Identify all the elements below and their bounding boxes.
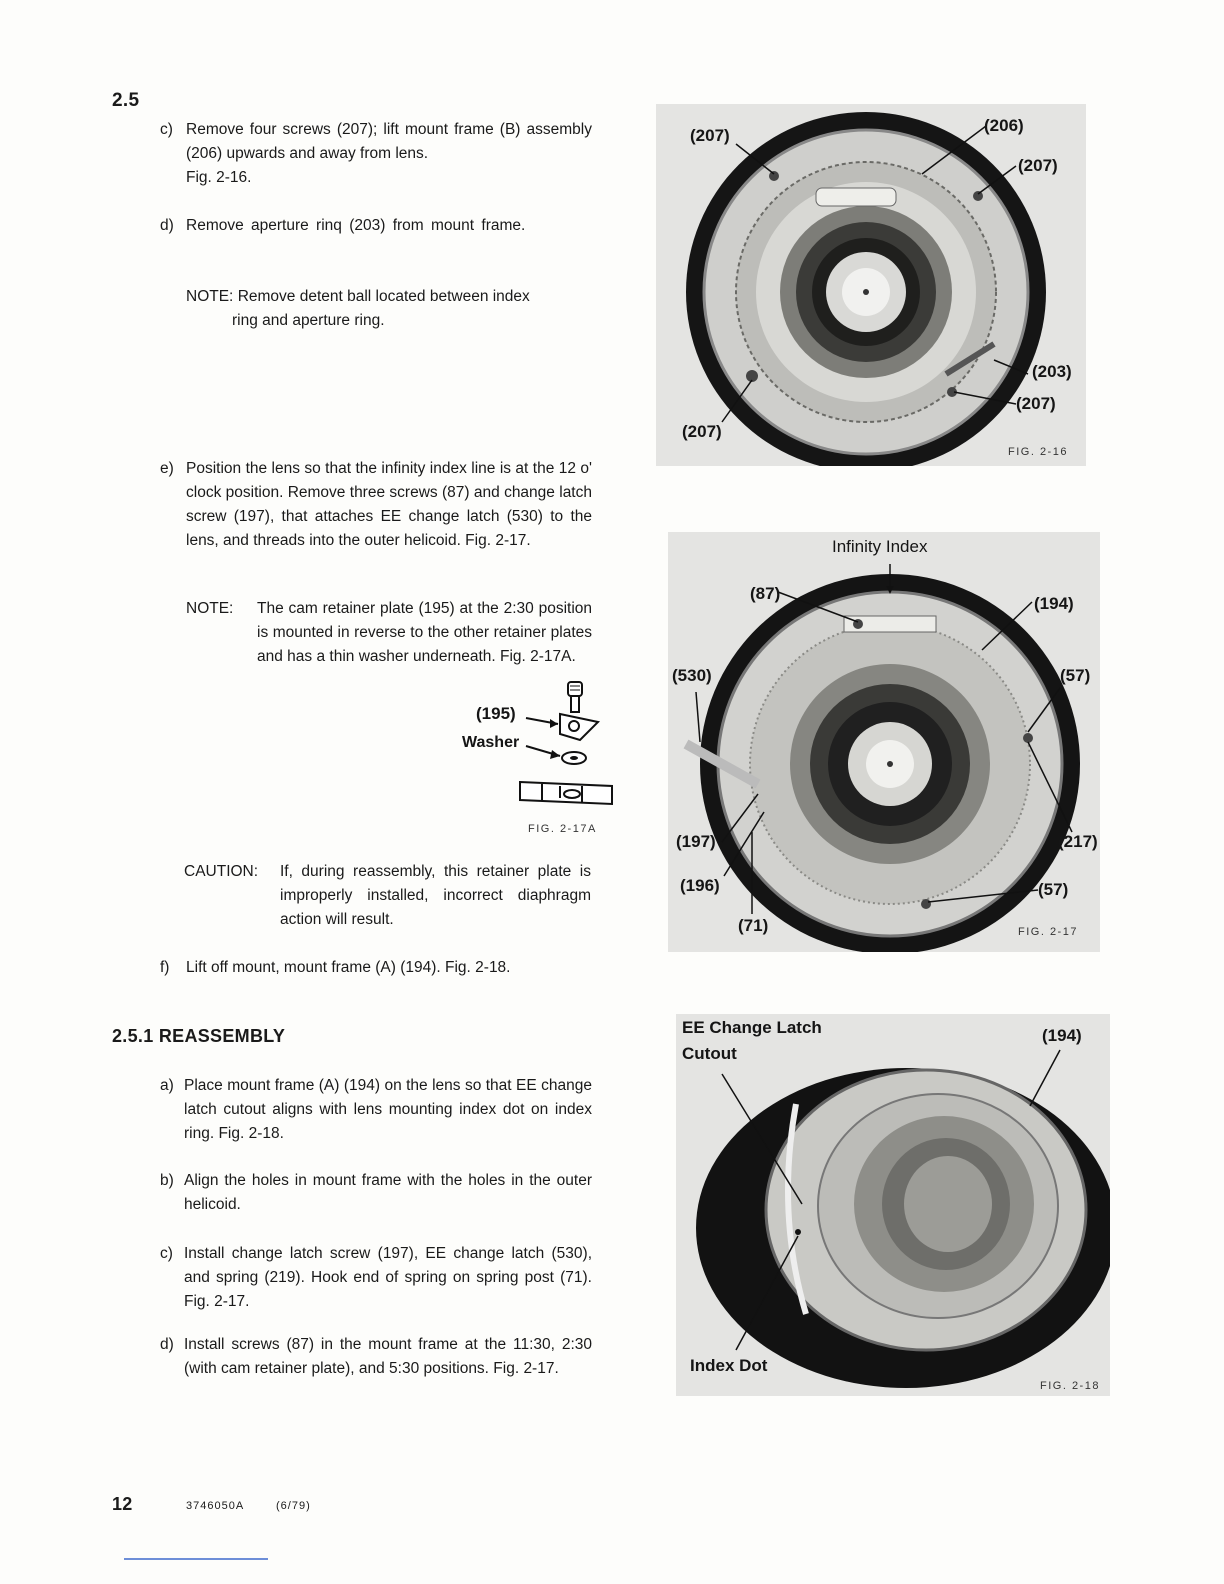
note-label: NOTE: <box>186 600 234 617</box>
note-text: The cam retainer plate (195) at the 2:30 position is mounted in reverse to the other retainer plates and has a thin washer underneath. Fig. 2-17A. <box>257 600 592 665</box>
reassembly-heading: 2.5.1 REASSEMBLY <box>112 1026 286 1046</box>
figure-caption: FIG. 2-17 <box>1018 926 1078 938</box>
callout-530: (530) <box>672 666 712 685</box>
callout-217: (217) <box>1058 832 1098 851</box>
section-number: 2.5 <box>112 90 140 111</box>
step-label: d) <box>160 1336 174 1353</box>
callout-washer: Washer <box>462 734 520 751</box>
step-text: Install change latch screw (197), EE change latch (530), and spring (219). Hook end of spring on spring post (71). Fig. 2-17. <box>184 1245 592 1310</box>
note-text-line2: ring and aperture ring. <box>232 312 385 329</box>
reassembly-step-d <box>160 1333 592 1381</box>
figure-2-17-photo <box>668 532 1100 952</box>
step-f-lift-mount <box>160 956 592 980</box>
figure-2-18-photo <box>676 1014 1110 1396</box>
note-cam-retainer <box>186 597 596 669</box>
reassembly-step-a <box>160 1074 592 1146</box>
callout-194: (194) <box>1042 1026 1082 1045</box>
step-text: Position the lens so that the infinity index line is at the 12 o' clock position. Remove three screws (87) and change latch screw (197), that attaches EE change latch (530) to the lens, and threads into the outer helicoid. Fig. 2-17. <box>186 460 592 549</box>
step-text: Remove aperture rinq (203) from mount frame. <box>186 217 526 234</box>
figure-caption: FIG. 2-18 <box>1040 1380 1100 1392</box>
step-text: Align the holes in mount frame with the holes in the outer helicoid. <box>184 1172 592 1213</box>
callout-207-a: (207) <box>690 126 730 145</box>
callout-57-a: (57) <box>1060 666 1091 685</box>
callout-207-c: (207) <box>1016 394 1056 413</box>
callout-194: (194) <box>1034 594 1074 613</box>
callout-87: (87) <box>750 584 781 603</box>
step-label: a) <box>160 1077 174 1094</box>
reassembly-step-c <box>160 1242 592 1314</box>
document-number: 3746050A <box>186 1500 245 1512</box>
step-label: b) <box>160 1172 174 1189</box>
ee-change-latch-label: EE Change Latch <box>682 1018 822 1037</box>
note-detent-ball <box>186 285 596 333</box>
step-label: c) <box>160 1245 173 1262</box>
note-label: NOTE: <box>186 288 234 305</box>
callout-207-b: (207) <box>1018 156 1058 175</box>
step-label: f) <box>160 959 170 976</box>
callout-195: (195) <box>476 704 516 723</box>
lens-side-view-illustration <box>676 1014 1110 1396</box>
step-label: d) <box>160 217 174 234</box>
step-label: c) <box>160 121 173 138</box>
caution-retainer-plate <box>184 860 594 932</box>
index-dot-label: Index Dot <box>690 1356 768 1375</box>
figure-caption: FIG. 2-16 <box>1008 446 1068 458</box>
step-e-position-lens <box>160 457 592 553</box>
cutout-label: Cutout <box>682 1044 737 1063</box>
step-d-remove-aperture-ring <box>160 214 592 238</box>
figure-2-17a <box>460 678 620 838</box>
bottom-rule <box>124 1558 268 1560</box>
figure-2-16-photo <box>656 104 1086 466</box>
figure-reference: Fig. 2-16. <box>186 169 252 186</box>
infinity-index-label: Infinity Index <box>832 537 928 556</box>
callout-196: (196) <box>680 876 720 895</box>
document-date: (6/79) <box>276 1500 311 1512</box>
callout-57-b: (57) <box>1038 880 1069 899</box>
caution-label: CAUTION: <box>184 863 259 880</box>
reassembly-step-b <box>160 1169 592 1217</box>
callout-207-d: (207) <box>682 422 722 441</box>
callout-71: (71) <box>738 916 769 935</box>
step-text: Install screws (87) in the mount frame at the 11:30, 2:30 (with cam retainer plate), and 5:30 positions. Fig. 2-17. <box>184 1336 592 1377</box>
figure-caption: FIG. 2-17A <box>528 823 597 835</box>
page-number: 12 <box>112 1494 133 1514</box>
step-text: Lift off mount, mount frame (A) (194). Fig. 2-18. <box>186 959 511 976</box>
caution-text: If, during reassembly, this retainer plate is improperly installed, incorrect diaphragm action will result. <box>280 863 591 928</box>
step-text: Place mount frame (A) (194) on the lens so that EE change latch cutout aligns with lens mounting index dot on index ring. Fig. 2-18. <box>184 1077 592 1142</box>
note-text-line1: Remove detent ball located between index <box>237 288 530 305</box>
callout-197: (197) <box>676 832 716 851</box>
step-c-remove-screws <box>160 118 592 190</box>
callout-203: (203) <box>1032 362 1072 381</box>
callout-206: (206) <box>984 116 1024 135</box>
step-label: e) <box>160 460 174 477</box>
step-text: Remove four screws (207); lift mount frame (B) assembly (206) upwards and away from lens. <box>186 121 592 162</box>
